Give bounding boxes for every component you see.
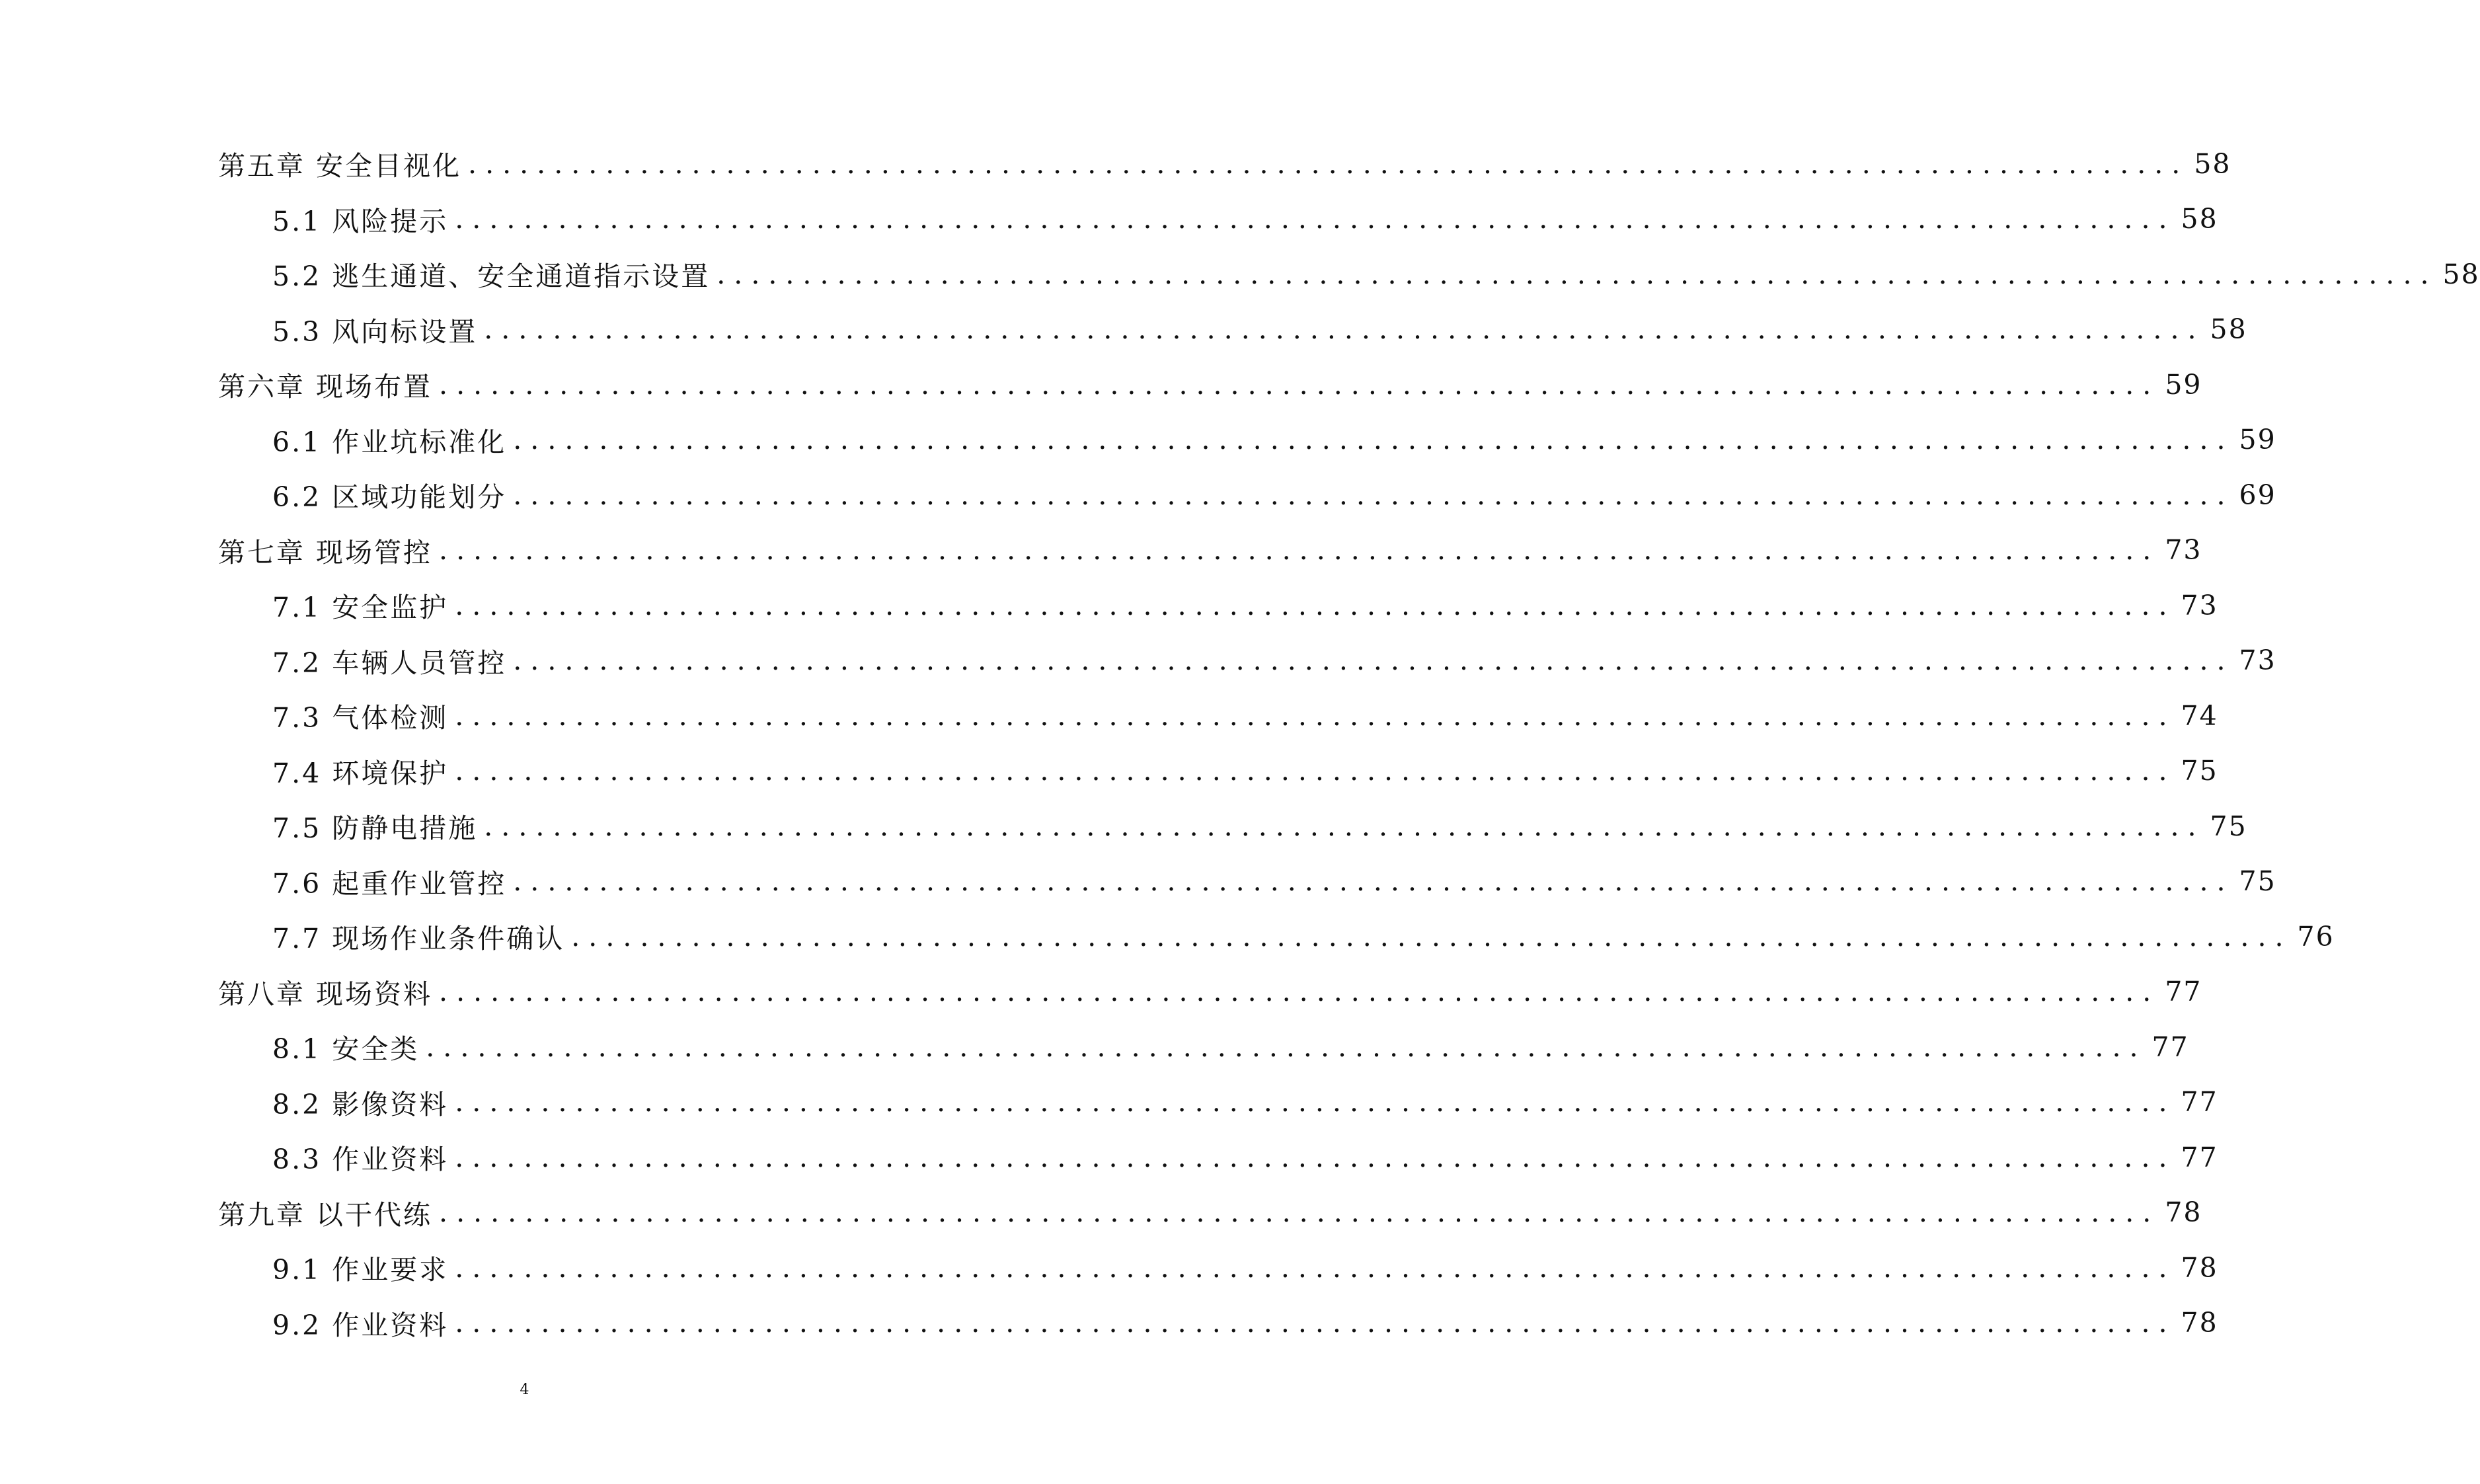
toc-dot-leader: .................................................................................................... — [455, 1141, 2176, 1173]
toc-entry-label: 7.7 现场作业条件确认 — [272, 923, 565, 955]
toc-entry-page: 74 — [2181, 699, 2218, 732]
toc-entry-page: 77 — [2181, 1141, 2218, 1173]
toc-entry-chapter-7 — [218, 523, 2202, 578]
toc-entry-page: 75 — [2181, 755, 2218, 787]
toc-dot-leader: .................................................................................................... — [455, 1307, 2176, 1339]
toc-entry-5-2 — [218, 247, 2480, 302]
toc-dot-leader: .................................................................................................... — [513, 644, 2234, 677]
toc-dot-leader: .................................................................................................... — [439, 368, 2160, 401]
toc-entry-page: 76 — [2297, 920, 2335, 953]
toc-entry-page: 77 — [2165, 976, 2202, 1008]
toc-dot-leader: .................................................................................................... — [468, 147, 2189, 180]
toc-entry-label: 8.3 作业资料 — [272, 1144, 449, 1176]
toc-entry-label: 第六章 现场布置 — [218, 371, 433, 403]
toc-entry-7-5 — [218, 799, 2247, 854]
toc-entry-chapter-8 — [218, 964, 2202, 1020]
toc-entry-8-2 — [218, 1075, 2218, 1130]
toc-entry-page: 58 — [2442, 258, 2480, 290]
toc-entry-page: 77 — [2181, 1086, 2218, 1118]
toc-entry-page: 73 — [2165, 534, 2202, 566]
toc-entry-8-3 — [218, 1130, 2218, 1185]
toc-entry-page: 73 — [2181, 589, 2218, 621]
toc-entry-label: 8.2 影像资料 — [272, 1088, 449, 1120]
toc-entry-page: 78 — [2165, 1196, 2202, 1229]
toc-entry-9-2 — [218, 1296, 2218, 1351]
toc-entry-6-2 — [218, 467, 2276, 523]
table-of-contents — [218, 136, 2480, 1350]
toc-dot-leader: .................................................................................................... — [439, 534, 2160, 566]
toc-entry-label: 第八章 现场资料 — [218, 978, 433, 1010]
toc-entry-label: 9.1 作业要求 — [272, 1254, 449, 1286]
toc-entry-7-1 — [218, 578, 2218, 633]
toc-dot-leader: .................................................................................................... — [439, 1196, 2160, 1229]
toc-entry-8-1 — [218, 1019, 2189, 1075]
toc-dot-leader: .................................................................................................... — [455, 1251, 2176, 1284]
toc-entry-label: 5.3 风向标设置 — [272, 315, 478, 348]
toc-entry-label: 9.2 作业资料 — [272, 1309, 449, 1341]
toc-entry-page: 59 — [2239, 424, 2276, 456]
toc-entry-7-7 — [218, 909, 2335, 964]
toc-dot-leader: .................................................................................................... — [484, 810, 2205, 842]
toc-entry-label: 8.1 安全类 — [272, 1033, 420, 1066]
toc-entry-label: 5.2 逃生通道、安全通道指示设置 — [272, 260, 711, 293]
toc-entry-7-2 — [218, 633, 2276, 689]
toc-dot-leader: .................................................................................................... — [455, 755, 2176, 787]
toc-entry-label: 6.2 区域功能划分 — [272, 481, 507, 514]
toc-entry-9-1 — [218, 1240, 2218, 1296]
toc-entry-label: 7.1 安全监护 — [272, 592, 449, 624]
toc-entry-label: 7.2 车辆人员管控 — [272, 646, 507, 679]
toc-entry-label: 7.6 起重作业管控 — [272, 867, 507, 900]
page-number: 4 — [520, 1382, 529, 1398]
toc-dot-leader: .................................................................................................... — [513, 424, 2234, 456]
toc-dot-leader: .................................................................................................... — [439, 976, 2160, 1008]
toc-entry-page: 77 — [2151, 1031, 2189, 1063]
toc-entry-page: 75 — [2239, 865, 2276, 898]
toc-dot-leader: .................................................................................................... — [513, 479, 2234, 511]
toc-dot-leader: .................................................................................................... — [455, 203, 2176, 235]
toc-dot-leader: .................................................................................................... — [455, 1086, 2176, 1118]
toc-entry-page: 73 — [2239, 644, 2276, 677]
toc-entry-page: 75 — [2210, 810, 2247, 842]
toc-dot-leader: .................................................................................................... — [455, 699, 2176, 732]
toc-entry-label: 7.4 环境保护 — [272, 757, 449, 789]
toc-entry-label: 7.3 气体检测 — [272, 702, 449, 734]
toc-entry-label: 第七章 现场管控 — [218, 536, 433, 568]
toc-entry-page: 69 — [2239, 479, 2276, 511]
toc-entry-5-3 — [218, 302, 2247, 358]
toc-dot-leader: .................................................................................................... — [571, 920, 2292, 953]
toc-entry-page: 58 — [2194, 147, 2231, 180]
toc-entry-page: 58 — [2210, 313, 2247, 346]
toc-entry-7-4 — [218, 744, 2218, 799]
toc-entry-chapter-9 — [218, 1185, 2202, 1241]
toc-entry-label: 第九章 以干代练 — [218, 1198, 433, 1231]
toc-dot-leader: .................................................................................................... — [484, 313, 2205, 346]
toc-entry-5-1 — [218, 192, 2218, 247]
toc-entry-page: 78 — [2181, 1307, 2218, 1339]
toc-dot-leader: .................................................................................................... — [513, 865, 2234, 898]
toc-entry-7-3 — [218, 688, 2218, 744]
toc-entry-6-1 — [218, 412, 2276, 468]
toc-entry-label: 7.5 防静电措施 — [272, 812, 478, 845]
toc-dot-leader: .................................................................................................... — [717, 258, 2438, 290]
toc-dot-leader: .................................................................................................... — [426, 1031, 2147, 1063]
toc-entry-label: 6.1 作业坑标准化 — [272, 426, 507, 458]
toc-entry-page: 78 — [2181, 1251, 2218, 1284]
toc-entry-label: 5.1 风险提示 — [272, 205, 449, 237]
toc-entry-label: 第五章 安全目视化 — [218, 150, 462, 182]
toc-entry-chapter-6 — [218, 357, 2202, 412]
toc-entry-chapter-5 — [218, 136, 2231, 192]
toc-dot-leader: .................................................................................................... — [455, 589, 2176, 621]
toc-entry-page: 59 — [2165, 368, 2202, 401]
toc-entry-page: 58 — [2181, 203, 2218, 235]
toc-entry-7-6 — [218, 854, 2276, 910]
